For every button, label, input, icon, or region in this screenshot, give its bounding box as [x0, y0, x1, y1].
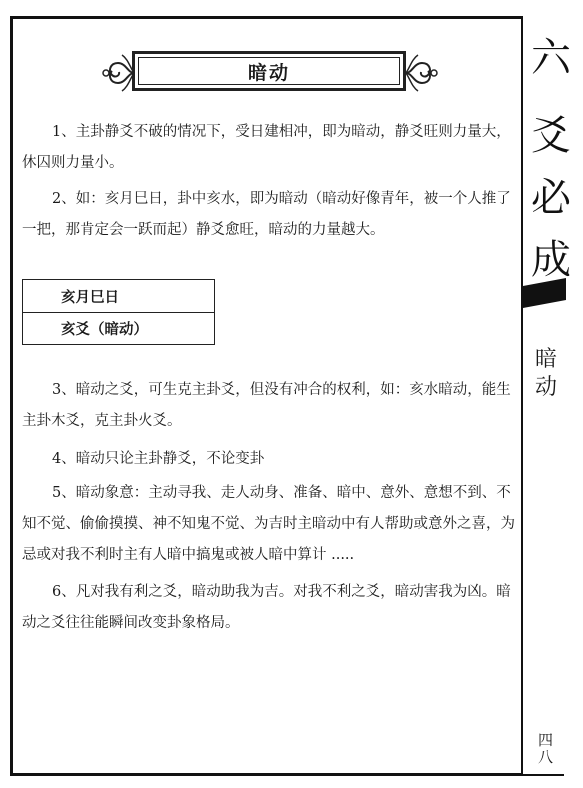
table-row-month-day: 亥月巳日 [61, 288, 119, 306]
paragraph-2: 2、如：亥月巳日，卦中亥水，即为暗动（暗动好像青年，被一个人推了一把，那肯定会一跃而起）静爻愈旺，暗动的力量越大。 [22, 191, 511, 238]
book-title-char-1: 六 [531, 35, 571, 81]
bottom-rule [10, 774, 564, 776]
side-strip [521, 16, 571, 776]
section-label: 暗动 [535, 347, 558, 400]
title-box [132, 51, 406, 91]
book-title-char-2: 爻 [531, 113, 571, 159]
right-ornament-icon [400, 45, 440, 101]
paragraph-6: 6、凡对我有利之爻，暗动助我为吉。对我不利之爻，暗动害我为凶。暗动之爻往往能瞬间改变卦象格局。 [22, 584, 511, 631]
paragraph-4: 4、暗动只论主卦静爻，不论变卦 [52, 451, 265, 467]
example-table [22, 279, 215, 345]
page-number: 四八 [538, 731, 554, 766]
page-title: 暗动 [247, 61, 290, 84]
book-title-char-4: 成 [531, 237, 571, 283]
black-wedge [523, 278, 566, 308]
paragraph-3: 3、暗动之爻，可生克主卦爻，但没有冲合的权利，如：亥水暗动，能生主卦木爻，克主卦火爻。 [22, 382, 511, 429]
paragraph-1: 1、主卦静爻不破的情况下，受日建相冲，即为暗动，静爻旺则力量大，休囚则力量小。 [22, 124, 511, 171]
title-banner [100, 45, 440, 101]
table-row-hidden-move: 亥爻（暗动） [23, 312, 214, 344]
book-title-char-3: 必 [531, 175, 571, 221]
paragraph-5: 5、暗动象意：主动寻我、走人动身、准备、暗中、意外、意想不到、不知不觉、偷偷摸摸、神不知鬼不觉、为吉时主暗动中有人帮助或意外之喜，为忌或对我不利时主有人暗中搞鬼或被人暗中算计 ..... [22, 485, 515, 563]
